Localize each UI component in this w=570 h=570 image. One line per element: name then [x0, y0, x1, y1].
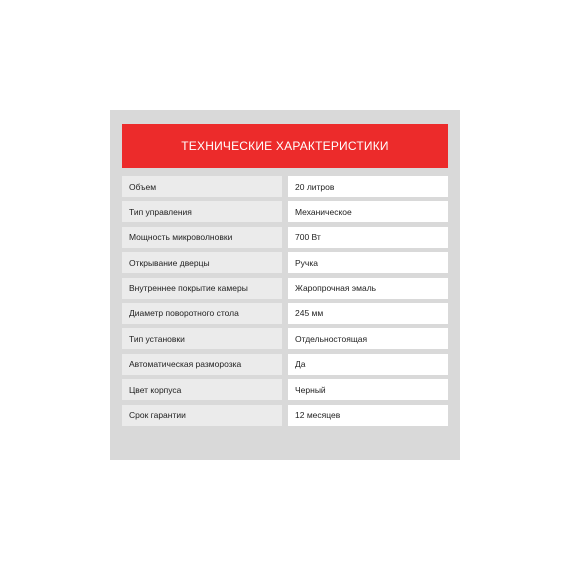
spec-value: Отдельностоящая [288, 328, 448, 349]
spec-row-inner-coating [122, 278, 448, 299]
spec-key: Тип установки [122, 328, 282, 349]
spec-key: Тип управления [122, 201, 282, 222]
spec-row-auto-defrost [122, 354, 448, 375]
spec-key: Внутреннее покрытие камеры [122, 278, 282, 299]
specs-header [122, 124, 448, 168]
spec-row-control-type [122, 201, 448, 222]
spec-value: Ручка [288, 252, 448, 273]
spec-key: Объем [122, 176, 282, 197]
spec-row-body-color [122, 379, 448, 400]
spec-row-turntable-diameter [122, 303, 448, 324]
spec-value: Жаропрочная эмаль [288, 278, 448, 299]
spec-row-volume [122, 176, 448, 197]
spec-key: Мощность микроволновки [122, 227, 282, 248]
spec-value: Да [288, 354, 448, 375]
spec-key: Диаметр поворотного стола [122, 303, 282, 324]
spec-key: Срок гарантии [122, 405, 282, 426]
spec-value: 20 литров [288, 176, 448, 197]
spec-row-door-opening [122, 252, 448, 273]
spec-key: Цвет корпуса [122, 379, 282, 400]
spec-key: Открывание дверцы [122, 252, 282, 273]
spec-key: Автоматическая разморозка [122, 354, 282, 375]
spec-value: Черный [288, 379, 448, 400]
spec-row-installation-type [122, 328, 448, 349]
spec-value: 245 мм [288, 303, 448, 324]
specs-table [122, 176, 448, 430]
spec-value: 700 Вт [288, 227, 448, 248]
spec-value: Механическое [288, 201, 448, 222]
spec-row-power [122, 227, 448, 248]
spec-value: 12 месяцев [288, 405, 448, 426]
spec-row-warranty [122, 405, 448, 426]
specs-panel [110, 110, 460, 460]
specs-title: ТЕХНИЧЕСКИЕ ХАРАКТЕРИСТИКИ [181, 139, 389, 153]
